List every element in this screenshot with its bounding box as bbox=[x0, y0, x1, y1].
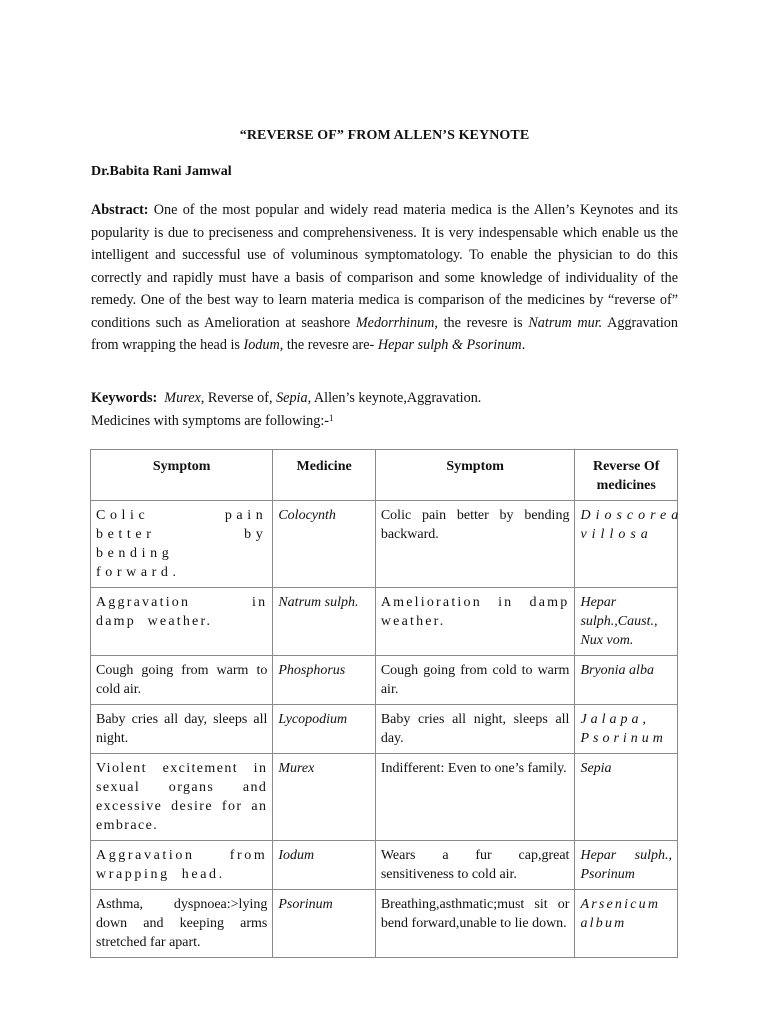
abstract-text: the revesre is bbox=[437, 314, 529, 331]
keyword-text: Allen’s keynote,Aggravation. bbox=[311, 390, 482, 406]
abstract-text: the revesre are- bbox=[283, 337, 378, 353]
symptom-cell: Asthma, dyspnoea:>lying down and keeping arms stretched far apart. bbox=[91, 890, 273, 958]
document-title: “REVERSE OF” FROM ALLEN’S KEYNOTE bbox=[239, 128, 530, 143]
intro-text: Medicines with symptoms are following:- bbox=[91, 413, 330, 429]
abstract-label: Abstract: bbox=[91, 202, 149, 218]
medicine-cell: Iodum bbox=[273, 841, 376, 890]
keyword-text: , Reverse of, bbox=[200, 390, 277, 406]
table-header-row bbox=[91, 450, 678, 501]
abstract-medicine: Natrum mur. bbox=[528, 314, 603, 331]
table-row bbox=[91, 841, 678, 890]
symptom-cell: Cough going from warm to cold air. bbox=[91, 656, 273, 705]
header-symptom: Symptom bbox=[91, 450, 273, 501]
table-row bbox=[91, 501, 678, 588]
symptom-cell: Violent excitement in sexual organs and excessive desire for an embrace. bbox=[91, 754, 273, 841]
header-reverse-symptom: Symptom bbox=[375, 450, 575, 501]
symptom-cell: Colic pain better by bending forward. bbox=[91, 501, 273, 588]
abstract-text: One of the most popular and widely read materia medica is the Allen’s Keynotes and its popularity is due to preciseness and comprehensiveness. It is very indespensable which enable us the intelligent and successful use of voluminous symptomatology. To enable the physician to do this correctly and rapidly must have a basis of comparison and some knowledge of individuality of the remedy. One of the best way to learn materia medica is comparison of the medicines by “reverse of” conditions such as Amelioration at seashore bbox=[91, 202, 678, 331]
table-row bbox=[91, 588, 678, 656]
reverse-medicine-cell: Dioscorea villosa bbox=[575, 501, 678, 588]
keywords-line bbox=[91, 390, 678, 407]
reverse-symptom-cell: Breathing,asthmatic;must sit or bend forward,unable to lie down. bbox=[375, 890, 575, 958]
keywords-label: Keywords: bbox=[91, 390, 158, 406]
reverse-medicine-cell: Bryonia alba bbox=[575, 656, 678, 705]
symptom-table bbox=[90, 449, 684, 958]
table-row bbox=[91, 754, 678, 841]
header-medicine: Medicine bbox=[273, 450, 376, 501]
abstract-medicine: Iodum, bbox=[243, 337, 284, 353]
reverse-symptom-cell: Colic pain better by bending backward. bbox=[375, 501, 575, 588]
abstract-medicine: Hepar sulph & Psorinum bbox=[377, 337, 522, 353]
medicine-cell: Colocynth bbox=[273, 501, 376, 588]
abstract-text: . bbox=[521, 337, 526, 353]
medicine-cell: Lycopodium bbox=[273, 705, 376, 754]
symptom-cell: Baby cries all day, sleeps all night. bbox=[91, 705, 273, 754]
reverse-medicine-cell: Hepar sulph., Psorinum bbox=[575, 841, 678, 890]
header-reverse-medicines: Reverse Of medicines bbox=[575, 450, 678, 501]
reverse-symptom-cell: Wears a fur cap,great sensitiveness to cold air. bbox=[375, 841, 575, 890]
reverse-medicine-cell: Sepia bbox=[575, 754, 678, 841]
medicine-cell: Murex bbox=[273, 754, 376, 841]
abstract-text: Aggravation from wrapping the head is bbox=[91, 314, 678, 353]
medicine-cell: Psorinum bbox=[273, 890, 376, 958]
keyword-medicine: Sepia, bbox=[276, 390, 312, 406]
table-row bbox=[91, 656, 678, 705]
symptom-cell: Aggravation in damp weather. bbox=[91, 588, 273, 656]
reverse-medicine-cell: Hepar sulph.,Caust., Nux vom. bbox=[575, 588, 678, 656]
abstract-medicine: Medorrhinum, bbox=[355, 314, 438, 331]
abstract-paragraph bbox=[91, 199, 678, 357]
reverse-medicine-cell: Arsenicum album bbox=[575, 890, 678, 958]
symptom-cell: Aggravation from wrapping head. bbox=[91, 841, 273, 890]
author-name: Dr.Babita Rani Jamwal bbox=[91, 164, 232, 179]
table-row bbox=[91, 705, 678, 754]
footnote-ref: 1 bbox=[329, 413, 334, 423]
reverse-symptom-cell: Indifferent: Even to one’s family. bbox=[375, 754, 575, 841]
keyword-medicine: Murex bbox=[164, 390, 201, 406]
reverse-medicine-cell: Jalapa, Psorinum bbox=[575, 705, 678, 754]
table-intro bbox=[91, 413, 678, 430]
table-row bbox=[91, 890, 678, 958]
medicine-cell: Phosphorus bbox=[273, 656, 376, 705]
medicine-cell: Natrum sulph. bbox=[273, 588, 376, 656]
reverse-symptom-cell: Cough going from cold to warm air. bbox=[375, 656, 575, 705]
reverse-symptom-cell: Baby cries all night, sleeps all day. bbox=[375, 705, 575, 754]
reverse-symptom-cell: Amelioration in damp weather. bbox=[375, 588, 575, 656]
